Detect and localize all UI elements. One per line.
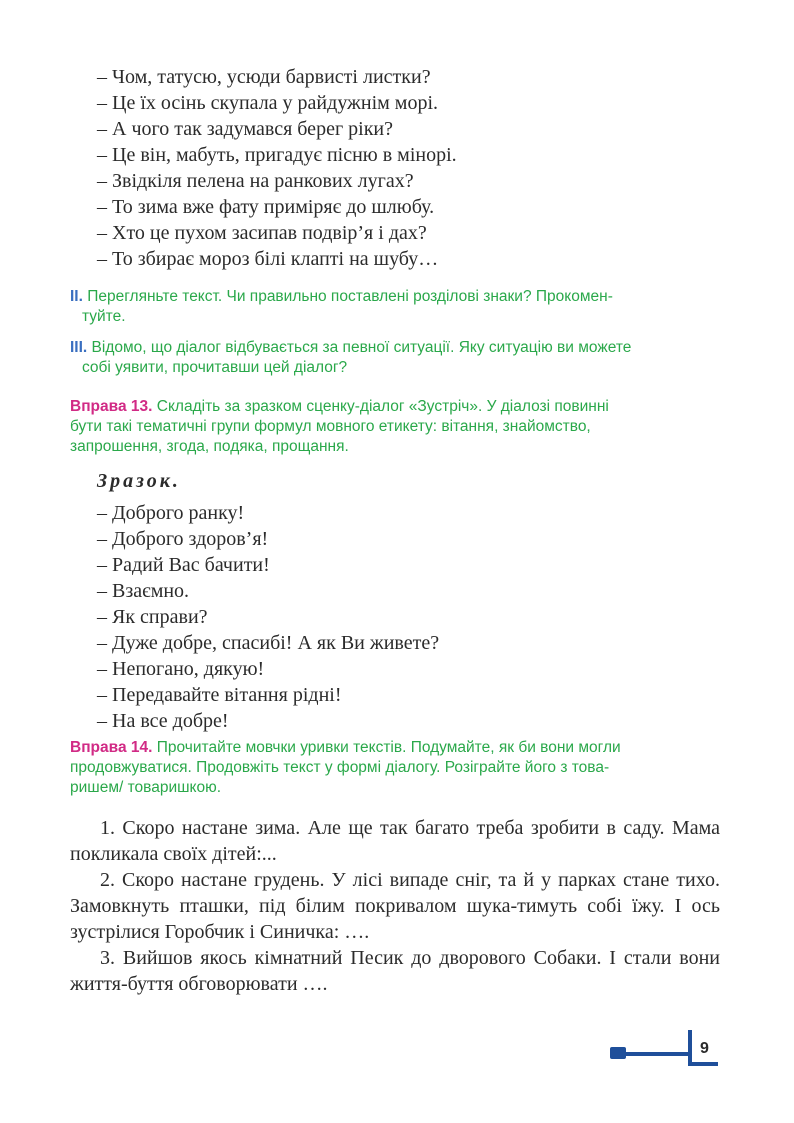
exercise-13-instructions	[70, 397, 720, 457]
dialog-line: – Взаємно.	[97, 580, 190, 602]
poem-line: – Це їх осінь скупала у райдужнім морі.	[97, 92, 438, 114]
dialog-line: – Радий Вас бачити!	[97, 554, 270, 576]
sample-dialog	[97, 500, 737, 734]
task-text-continued: туйте.	[82, 308, 126, 325]
poem	[97, 64, 737, 272]
poem-line: – Це він, мабуть, пригадує пісню в мінорі.	[97, 144, 457, 166]
exercise-text: запрошення, згода, подяка, прощання.	[70, 438, 349, 455]
exercise-label: Вправа 14.	[70, 739, 153, 756]
text-fragment: 1. Скоро настане зима. Але ще так багато треба зробити в саду. Мама покликала своїх дітей:...	[70, 817, 720, 865]
exercise-text: продовжуватися. Продовжіть текст у формі діалогу. Розіграйте його з това-	[70, 759, 610, 776]
dialog-line: – Доброго ранку!	[97, 502, 245, 524]
exercise-text: Складіть за зразком сценку-діалог «Зустріч». У діалозі повинні	[156, 398, 609, 415]
sample-title: Зразок.	[97, 470, 181, 492]
task-number: II.	[70, 288, 83, 305]
dialog-line: – Непогано, дякую!	[97, 658, 265, 680]
dialog-line: – Передавайте вітання рідні!	[97, 684, 342, 706]
task-2	[70, 287, 720, 327]
poem-line: – То зима вже фату приміряє до шлюбу.	[97, 196, 435, 218]
task-text: Перегляньте текст. Чи правильно поставлені розділові знаки? Прокомен-	[87, 288, 613, 305]
poem-line: – Хто це пухом засипав подвір’я і дах?	[97, 222, 427, 244]
page-number: 9	[700, 1040, 709, 1057]
dialog-line: – Дуже добре, спасибі! А як Ви живете?	[97, 632, 440, 654]
exercise-text: бути такі тематичні групи формул мовного етикету: вітання, знайомство,	[70, 418, 591, 435]
task-3	[70, 338, 720, 378]
text-fragment: 3. Вийшов якось кімнатний Песик до дворового Собаки. І стали вони життя-буття обговорювати ….	[70, 947, 720, 995]
task-number: III.	[70, 339, 88, 356]
task-text-continued: собі уявити, прочитавши цей діалог?	[82, 359, 348, 376]
exercise-text: ришем/ товаришкою.	[70, 779, 222, 796]
exercise-label: Вправа 13.	[70, 398, 153, 415]
dialog-line: – На все добре!	[97, 710, 229, 732]
exercise-14-instructions	[70, 738, 720, 798]
text-fragment: 2. Скоро настане грудень. У лісі випаде сніг, та й у парках стане тихо. Замовкнуть пташки, під білим покривалом шука-тимуть собі їжу. І ось зустрілися Горобчик і Синичка: ….	[70, 869, 720, 943]
poem-line: – То збирає мороз білі клапті на шубу…	[97, 248, 439, 270]
task-text: Відомо, що діалог відбувається за певної ситуації. Яку ситуацію ви можете	[91, 339, 632, 356]
poem-line: – Чом, татусю, усюди барвисті листки?	[97, 66, 431, 88]
poem-line: – Звідкіля пелена на ранкових лугах?	[97, 170, 414, 192]
exercise-text: Прочитайте мовчки уривки текстів. Подумайте, як би вони могли	[156, 739, 621, 756]
footer-rule	[614, 1052, 690, 1056]
dialog-line: – Доброго здоров’я!	[97, 528, 269, 550]
dialog-line: – Як справи?	[97, 606, 208, 628]
exercise-14-texts	[70, 815, 720, 997]
poem-line: – А чого так задумався берег ріки?	[97, 118, 393, 140]
